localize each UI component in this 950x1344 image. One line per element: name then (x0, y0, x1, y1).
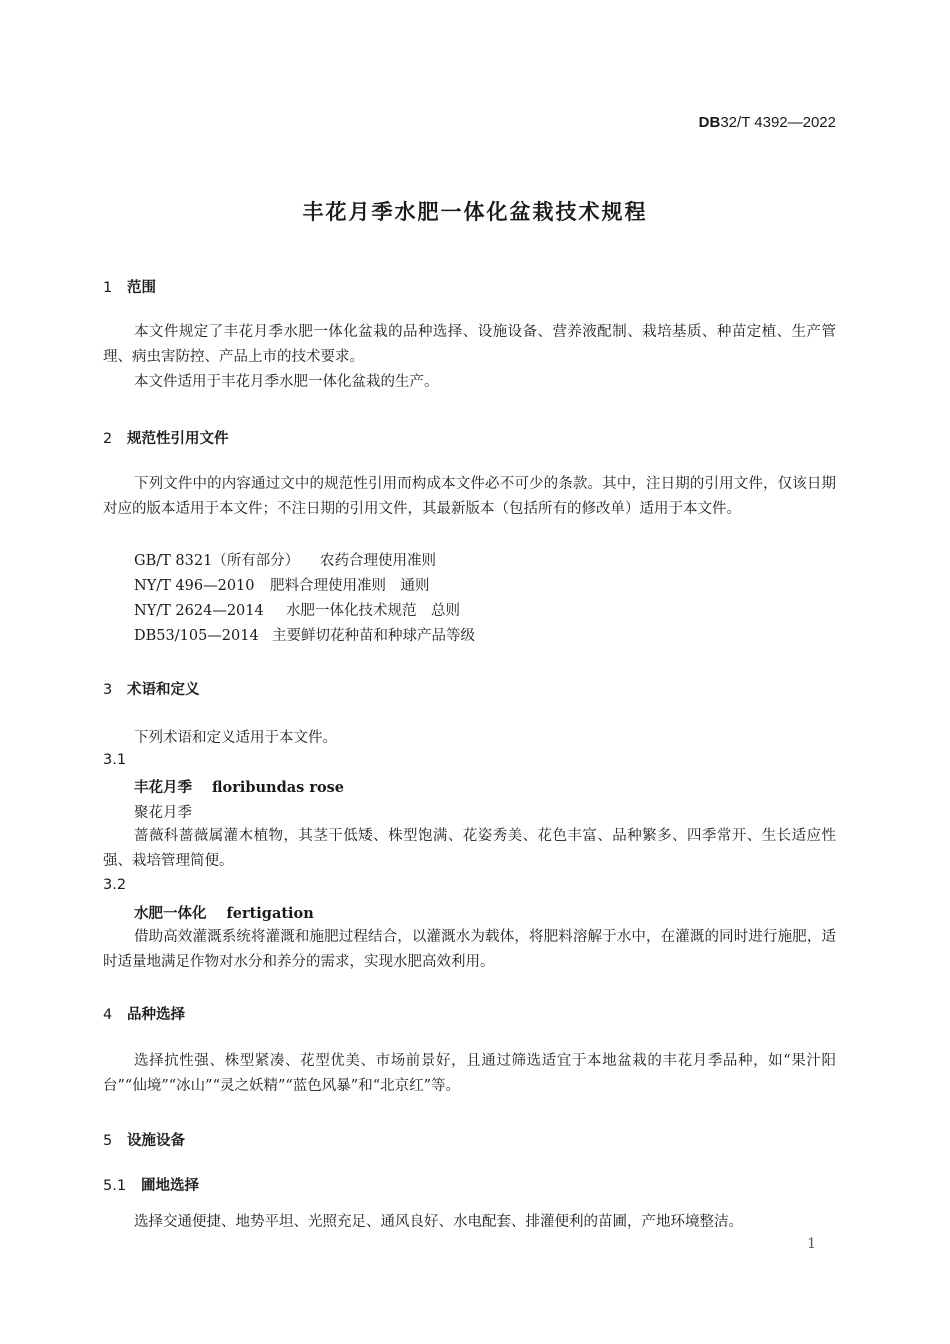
term-heading: 水肥一体化 fertigation (134, 905, 314, 922)
subsection-5-1-paragraph: 选择交通便捷、地势平坦、光照充足、通风良好、水电配套、排灌便利的苗圃，产地环境整洁。 (134, 1214, 743, 1230)
reference-item: DB53/105—2014 主要鲜切花种苗和种球产品等级 (134, 628, 475, 644)
section-2-intro: 下列文件中的内容通过文中的规范性引用而构成本文件必不可少的条款。其中，注日期的引用文件，仅该日期对应的版本适用于本文件；不注日期的引用文件，其最新版本（包括所有的修改单）适用于本文件。 (103, 476, 836, 517)
term-definition: 借助高效灌溉系统将灌溉和施肥过程结合，以灌溉水为载体，将肥料溶解于水中，在灌溉的同时进行施肥，适时适量地满足作物对水分和养分的需求，实现水肥高效利用。 (103, 929, 836, 970)
document-title: 丰花月季水肥一体化盆栽技术规程 (302, 200, 648, 224)
section-4-heading: 4 品种选择 (103, 1007, 185, 1023)
section-4-paragraph: 选择抗性强、株型紧凑、花型优美、市场前景好，且通过筛选适宜于本地盆栽的丰花月季品种，如“果汁阳台”“仙境”“冰山”“灵之妖精”“蓝色风暴”和“北京红”等。 (103, 1053, 836, 1094)
document-number: DB32/T 4392—2022 (698, 114, 836, 131)
page-number: 1 (807, 1236, 816, 1252)
reference-item: NY/T 2624—2014 水肥一体化技术规范 总则 (134, 603, 460, 619)
term-definition: 蔷薇科蔷薇属灌木植物，其茎干低矮、株型饱满、花姿秀美、花色丰富、品种繁多、四季常开、生长适应性强、栽培管理简便。 (103, 828, 836, 869)
section-2-heading: 2 规范性引用文件 (103, 431, 229, 447)
term-number: 3.1 (103, 752, 127, 768)
reference-item: NY/T 496—2010 肥料合理使用准则 通则 (134, 578, 430, 594)
section-3-heading: 3 术语和定义 (103, 682, 200, 698)
term-number: 3.2 (103, 877, 127, 893)
term-heading: 丰花月季 floribundas rose (134, 779, 345, 796)
section-3-intro: 下列术语和定义适用于本文件。 (134, 730, 337, 746)
section-1-paragraph-2: 本文件适用于丰花月季水肥一体化盆栽的生产。 (134, 374, 439, 390)
reference-item: GB/T 8321（所有部分） 农药合理使用准则 (134, 553, 436, 569)
subsection-5-1-heading: 5.1 圃地选择 (103, 1178, 199, 1194)
section-1-paragraph-1: 本文件规定了丰花月季水肥一体化盆栽的品种选择、设施设备、营养液配制、栽培基质、种苗定植、生产管理、病虫害防控、产品上市的技术要求。 (103, 324, 836, 365)
term-synonym: 聚花月季 (134, 805, 192, 821)
section-1-heading: 1 范围 (103, 280, 156, 296)
section-5-heading: 5 设施设备 (103, 1133, 185, 1149)
